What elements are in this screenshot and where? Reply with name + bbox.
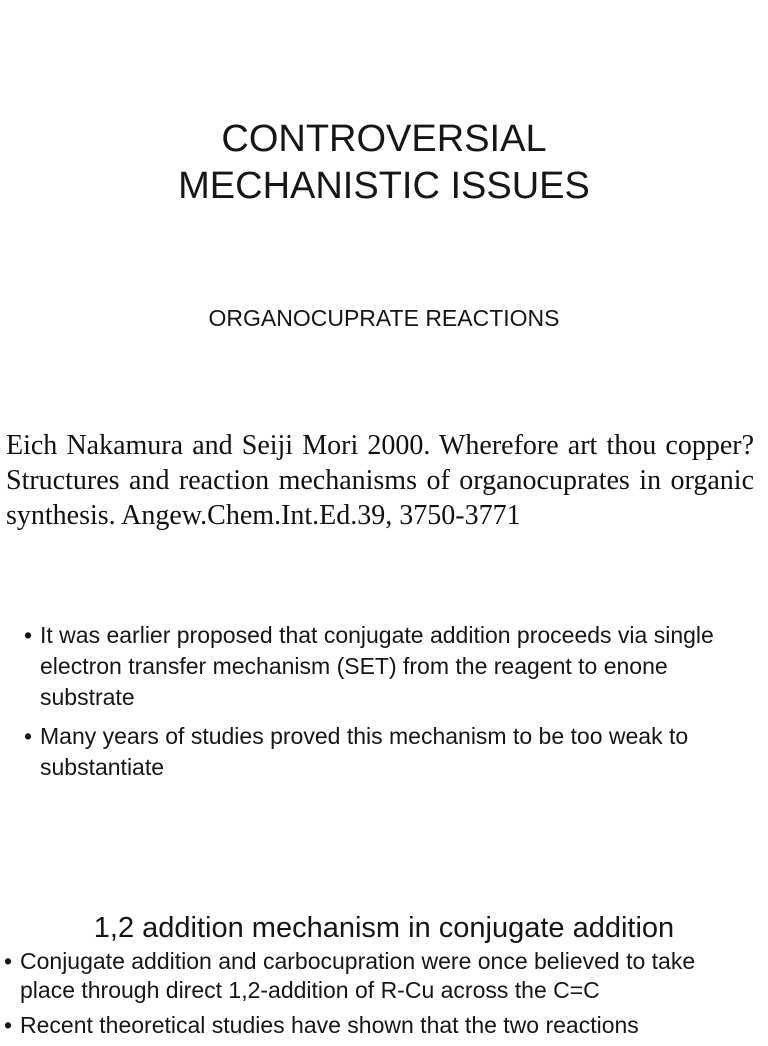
page-subtitle: ORGANOCUPRATE REACTIONS xyxy=(208,305,560,331)
section-title: 1,2 addition mechanism in conjugate addition xyxy=(93,912,675,944)
list-item-text: It was earlier proposed that conjugate addition proceeds via single electron transfer mechanism (SET) from the reagent to enone substrate xyxy=(40,622,714,710)
bullet-icon: • xyxy=(4,1012,13,1038)
page-title-line-1: CONTROVERSIAL xyxy=(221,118,547,160)
list-item-text: Recent theoretical studies have shown that the two reactions xyxy=(20,1012,639,1038)
page-title-line-2: MECHANISTIC ISSUES xyxy=(178,165,590,207)
list-item-text: Conjugate addition and carbocupration were once believed to take place through direct 1,2-addition of R-Cu across the C=C xyxy=(20,948,696,1003)
citation-reference: Eich Nakamura and Seiji Mori 2000. Wherefore art thou copper? Structures and reaction mechanisms of organocuprates in organic synthesis. Angew.Chem.Int.Ed.39, 3750-3771 xyxy=(6,430,754,531)
list-item-text: Many years of studies proved this mechanism to be too weak to substantiate xyxy=(40,723,689,780)
list-item xyxy=(4,1011,756,1040)
bullet-icon: • xyxy=(24,723,33,749)
bullet-list xyxy=(24,620,744,791)
bullet-icon: • xyxy=(4,948,13,974)
page-title xyxy=(0,116,768,210)
list-item xyxy=(24,620,744,713)
section-bullet-list xyxy=(4,947,756,1046)
bullet-icon: • xyxy=(24,622,33,648)
list-item xyxy=(24,721,744,783)
list-item xyxy=(4,947,756,1005)
